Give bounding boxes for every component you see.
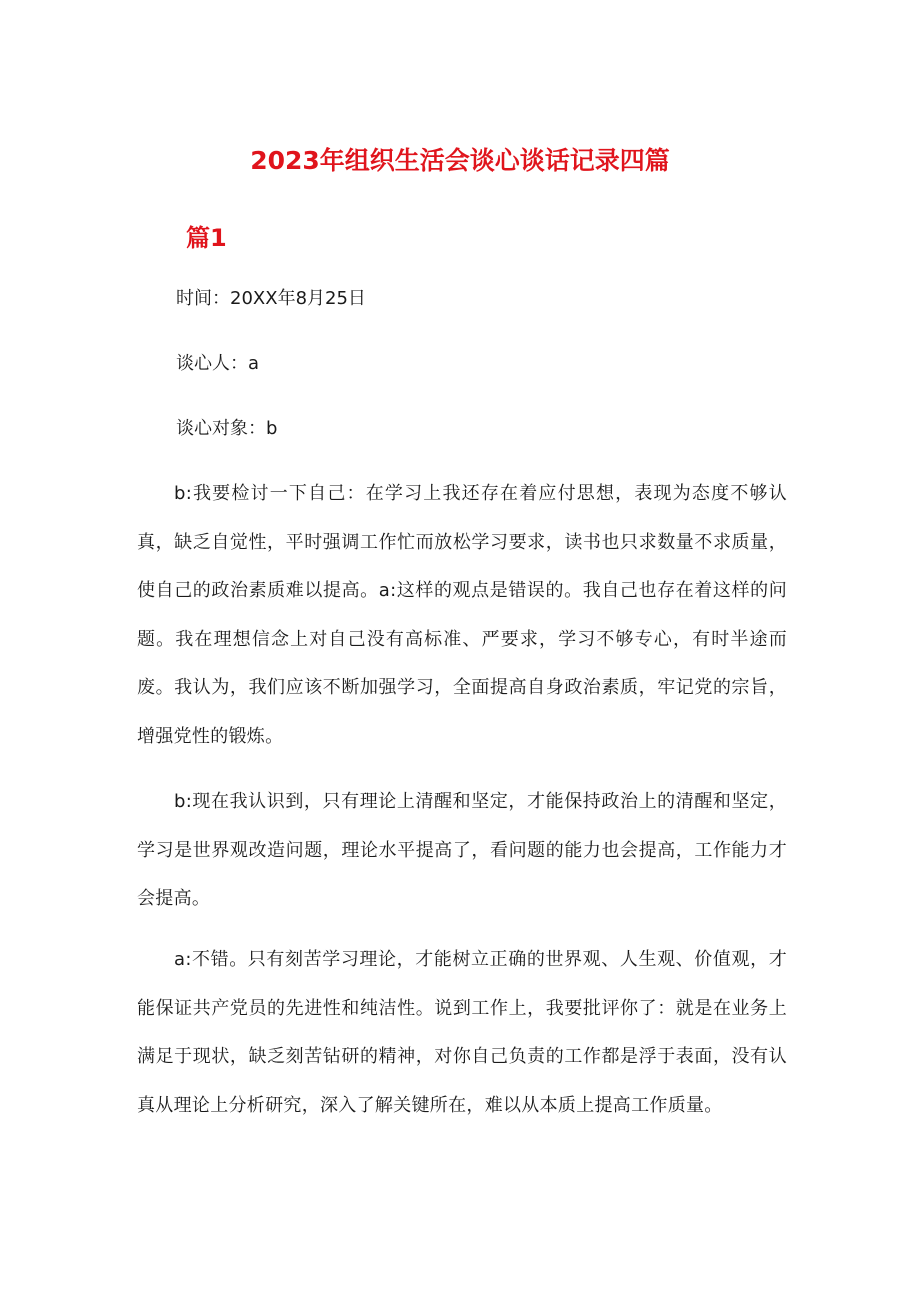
paragraph-1: b:我要检讨一下自己：在学习上我还存在着应付思想，表现为态度不够认真，缺乏自觉性，平时强调工作忙而放松学习要求，读书也只求数量不求质量，使自己的政治素质难以提高。a:这样的观点是错误的。我自己也存在着这样的问题。我在理想信念上对自己没有高标准、严要求，学习不够专心，有时半途而废。我认为，我们应该不断加强学习，全面提高自身政治素质，牢记党的宗旨，增强党性的锻炼。 [137, 483, 788, 747]
section-heading: 篇1 [186, 224, 227, 252]
document-title: 2023年组织生活会谈心谈话记录四篇 [250, 146, 670, 175]
talker-line: 谈心人：a [176, 353, 260, 374]
target-line: 谈心对象：b [176, 418, 278, 439]
paragraph-2: b:现在我认识到，只有理论上清醒和坚定，才能保持政治上的清醒和坚定，学习是世界观改造问题，理论水平提高了，看问题的能力也会提高，工作能力才会提高。 [137, 791, 787, 910]
paragraph-3: a:不错。只有刻苦学习理论，才能树立正确的世界观、人生观、价值观，才能保证共产党员的先进性和纯洁性。说到工作上，我要批评你了：就是在业务上满足于现状，缺乏刻苦钻研的精神，对你自己负责的工作都是浮于表面，没有认真从理论上分析研究，深入了解关键所在，难以从本质上提高工作质量。 [137, 949, 787, 1116]
time-line: 时间：20XX年8月25日 [176, 288, 366, 309]
